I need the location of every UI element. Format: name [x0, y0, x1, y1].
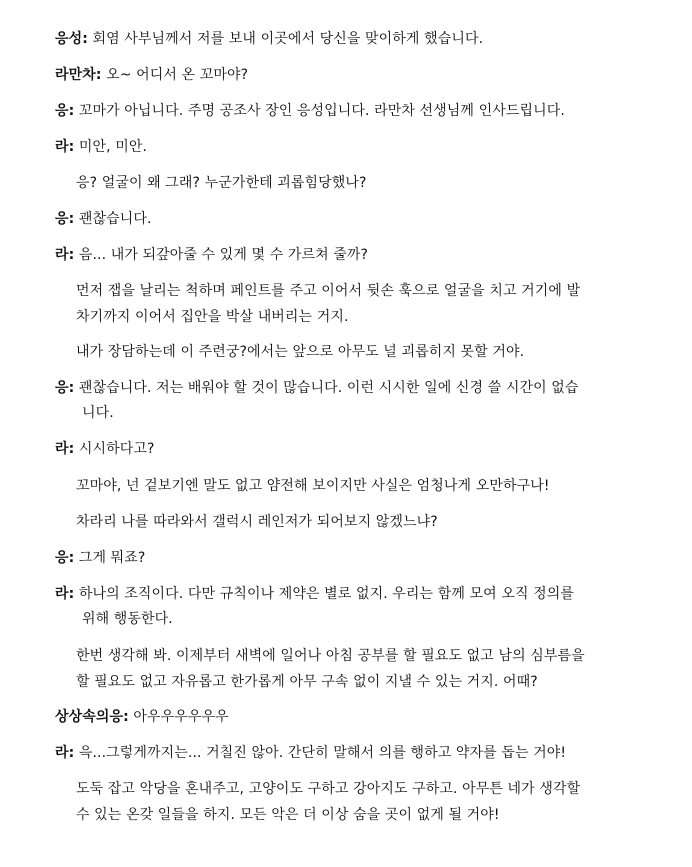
dialogue-line: [55, 210, 662, 228]
dialogue-line: [55, 744, 662, 762]
dialogue-line: [55, 440, 662, 458]
dialogue-continuation: [76, 513, 662, 531]
speaker-label: 라만차:: [55, 67, 102, 83]
dialogue-wrap: [82, 610, 662, 628]
dialogue-line: [55, 66, 662, 84]
speaker-label: 라:: [55, 139, 75, 155]
dialogue-wrap: [82, 404, 662, 422]
dialogue-line: [55, 585, 662, 603]
speaker-label: 라:: [55, 247, 75, 263]
line-text: 차라리 나를 따라와서 갤럭시 레인저가 되어보지 않겠느냐?: [76, 514, 438, 530]
dialogue-line: [55, 102, 662, 120]
dialogue-line: [55, 708, 662, 726]
line-text: 꼬마가 아닙니다. 주명 공조사 장인 응성입니다. 라만차 선생님께 인사드립니다.: [74, 103, 565, 119]
line-text: 먼저 잽을 날리는 척하며 페인트를 주고 이어서 뒷손 훅으로 얼굴을 치고 거기에 발: [76, 283, 581, 299]
dialogue-continuation: [76, 673, 662, 691]
dialogue-continuation: [76, 308, 662, 326]
dialogue-line: [55, 549, 662, 567]
dialogue-continuation: [76, 282, 662, 300]
line-text: 하나의 조직이다. 다만 규칙이나 제약은 별로 없지. 우리는 함께 모여 오직 정의를: [74, 586, 574, 602]
line-text: 니다.: [82, 405, 114, 421]
speaker-label: 상상속의응:: [55, 709, 129, 725]
speaker-label: 응:: [55, 380, 75, 396]
speaker-label: 응:: [55, 103, 75, 119]
line-text: 음... 내가 되갚아줄 수 있게 몇 수 가르쳐 줄까?: [74, 247, 369, 263]
line-text: 수 있는 온갖 일들을 하지. 모든 악은 더 이상 숨을 곳이 없게 될 거야!: [76, 807, 500, 823]
line-text: 미안, 미안.: [74, 139, 148, 155]
line-text: 오~ 어디서 온 꼬마야?: [101, 67, 249, 83]
line-text: 차기까지 이어서 집안을 박살 내버리는 거지.: [76, 309, 349, 325]
line-text: 아우우우우우우: [128, 709, 229, 725]
line-text: 위해 행동한다.: [82, 611, 173, 627]
dialogue-line: [55, 379, 662, 397]
speaker-label: 라:: [55, 586, 75, 602]
dialogue-continuation: [76, 647, 662, 665]
speaker-label: 응:: [55, 550, 75, 566]
line-text: 괜찮습니다.: [74, 211, 152, 227]
dialogue-line: [55, 30, 662, 48]
dialogue-line: [55, 246, 662, 264]
dialogue-continuation: [76, 477, 662, 495]
line-text: 할 필요도 없고 자유롭고 한가롭게 아무 구속 없이 지낼 수 있는 거지. 어때?: [76, 674, 538, 690]
speaker-label: 응성:: [55, 31, 88, 47]
line-text: 회염 사부님께서 저를 보내 이곳에서 당신을 맞이하게 했습니다.: [87, 31, 484, 47]
line-text: 응? 얼굴이 왜 그래? 누군가한테 괴롭힘당했나?: [76, 175, 367, 191]
dialogue-continuation: [76, 343, 662, 361]
speaker-label: 라:: [55, 745, 75, 761]
dialogue-continuation: [76, 780, 662, 798]
speaker-label: 라:: [55, 441, 75, 457]
dialogue-continuation: [76, 174, 662, 192]
speaker-label: 응:: [55, 211, 75, 227]
line-text: 시시하다고?: [74, 441, 155, 457]
line-text: 윽...그렇게까지는... 거칠진 않아. 간단히 말해서 의를 행하고 약자를 돕는 거야!: [74, 745, 567, 761]
dialogue-line: [55, 138, 662, 156]
line-text: 그게 뭐죠?: [74, 550, 146, 566]
line-text: 도둑 잡고 악당을 혼내주고, 고양이도 구하고 강아지도 구하고. 아무튼 네가 생각할: [76, 781, 581, 797]
line-text: 꼬마야, 넌 겉보기엔 말도 없고 얌전해 보이지만 사실은 엄청나게 오만하구나!: [76, 478, 550, 494]
line-text: 괜찮습니다. 저는 배워야 할 것이 많습니다. 이런 시시한 일에 신경 쓸 시간이 없습: [74, 380, 579, 396]
line-text: 한번 생각해 봐. 이제부터 새벽에 일어나 아침 공부를 할 필요도 없고 남의 심부름을: [76, 648, 585, 664]
line-text: 내가 장담하는데 이 주련궁?에서는 앞으로 아무도 널 괴롭히지 못할 거야.: [76, 344, 525, 360]
dialogue-continuation: [76, 806, 662, 824]
